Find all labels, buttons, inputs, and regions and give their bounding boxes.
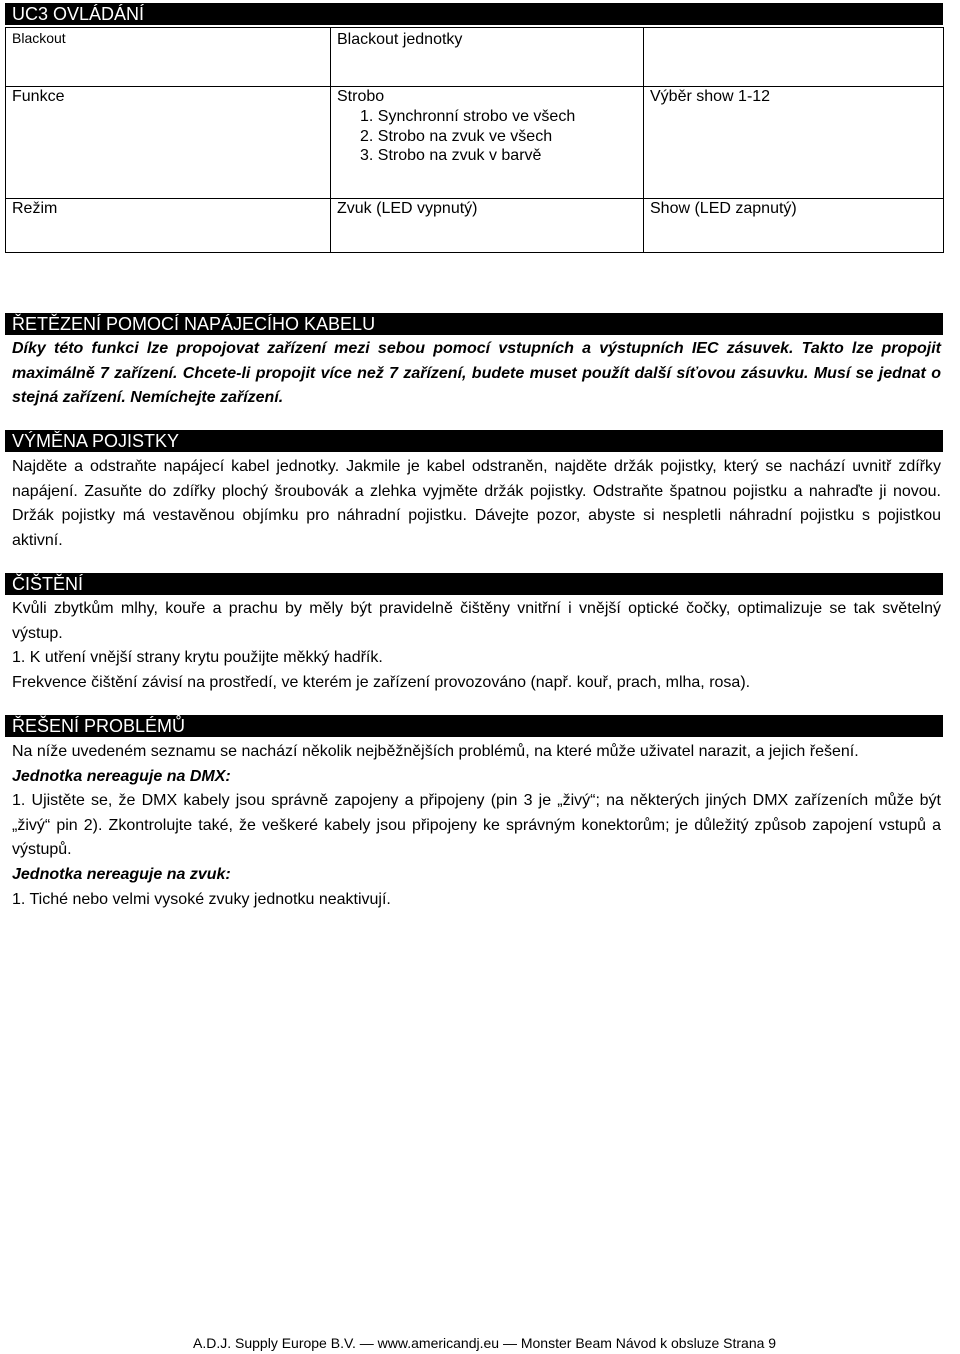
cleaning-paragraph: Kvůli zbytkům mlhy, kouře a prachu by měly být pravidelně čištěny vnitřní i vnější optické čočky, optimalizuje se tak světelný výstup. (12, 600, 941, 642)
section-title-fuse: VÝMĚNA POJISTKY (5, 430, 943, 452)
section-title-troubleshooting: ŘEŠENÍ PROBLÉMŮ (5, 715, 943, 737)
row-value: Blackout jednotky (337, 31, 463, 48)
section-title-chaining: ŘETĚZENÍ POMOCÍ NAPÁJECÍHO KABELU (5, 313, 943, 335)
table-cell (6, 87, 331, 199)
table-cell (644, 87, 944, 199)
section-title-cleaning: ČIŠTĚNÍ (5, 573, 943, 595)
chaining-paragraph: Díky této funkci lze propojovat zařízení mezi sebou pomocí vstupních a výstupních IEC zásuvek. Takto lze propojit maximálně 7 zařízení. Chcete-li propojit více než 7 zařízení, budete muset použít další síťovou zásuvku. Musí se jednat o stejná zařízení. Nemíchejte zařízení. (12, 340, 941, 406)
table-cell (331, 87, 644, 199)
table-cell (331, 28, 644, 87)
table-row (6, 28, 944, 87)
table-cell (331, 199, 644, 253)
fuse-paragraph: Najděte a odstraňte napájecí kabel jednotky. Jakmile je kabel odstraněn, najděte držák pojistky, který se nachází uvnitř zdířky napájení. Zasuňte do zdířky plochý šroubovák a zlehka vyjměte držák pojistky. Odstraňte špatnou pojistku a nahraďte ji novou. Držák pojistky má vestavěnou objímku pro náhradní pojistku. Dávejte pozor, abyste si nespletli náhradní pojistku s pojistkou aktivní. (12, 458, 941, 549)
table-row (6, 199, 944, 253)
row-label: Režim (12, 200, 58, 217)
troubleshooting-block (12, 740, 941, 912)
table-cell (6, 199, 331, 253)
row-value: Výběr show 1-12 (650, 88, 771, 105)
problem-heading-sound: Jednotka nereaguje na zvuk: (12, 865, 231, 883)
row-label: Funkce (12, 88, 65, 105)
page-footer: A.D.J. Supply Europe B.V. — www.americandj.eu — Monster Beam Návod k obsluze Strana 9 (193, 1335, 777, 1351)
problem-heading-dmx: Jednotka nereaguje na DMX: (12, 767, 231, 785)
row-value: Show (LED zapnutý) (650, 200, 797, 217)
list-item: 1. Synchronní strobo ve všech (360, 108, 576, 125)
row-value: Zvuk (LED vypnutý) (337, 200, 478, 217)
table-row (6, 87, 944, 199)
problem-solution-sound: 1. Tiché nebo velmi vysoké zvuky jednotku neaktivují. (12, 890, 391, 908)
table-cell (644, 199, 944, 253)
section-title-uc3: UC3 OVLÁDÁNÍ (5, 3, 943, 25)
table-cell (6, 28, 331, 87)
uc3-table (5, 27, 944, 253)
table-cell (644, 28, 944, 87)
row-label: Blackout (12, 30, 66, 46)
cleaning-step: 1. K utření vnější strany krytu použijte měkký hadřík. (12, 649, 383, 667)
troubleshooting-intro: Na níže uvedeném seznamu se nachází několik nejběžnějších problémů, na které může uživatel narazit, a jejich řešení. (12, 743, 859, 760)
cleaning-note: Frekvence čištění závisí na prostředí, ve kterém je zařízení provozováno (např. kouř, prach, mlha, rosa). (12, 673, 751, 691)
list-item: 2. Strobo na zvuk ve všech (360, 127, 553, 145)
cleaning-block (12, 597, 941, 695)
problem-solution-dmx: 1. Ujistěte se, že DMX kabely jsou správně zapojeny a připojeny (pin 3 je „živý“; na některých jiných DMX zařízeních může být „živý“ pin 2). Zkontrolujte také, že veškeré kabely jsou připojeny ke správným konektorům; je důležitý způsob zapojení vstupů a výstupů. (12, 792, 941, 859)
list-item: 3. Strobo na zvuk v barvě (360, 147, 542, 164)
row-value: Strobo (337, 88, 385, 105)
